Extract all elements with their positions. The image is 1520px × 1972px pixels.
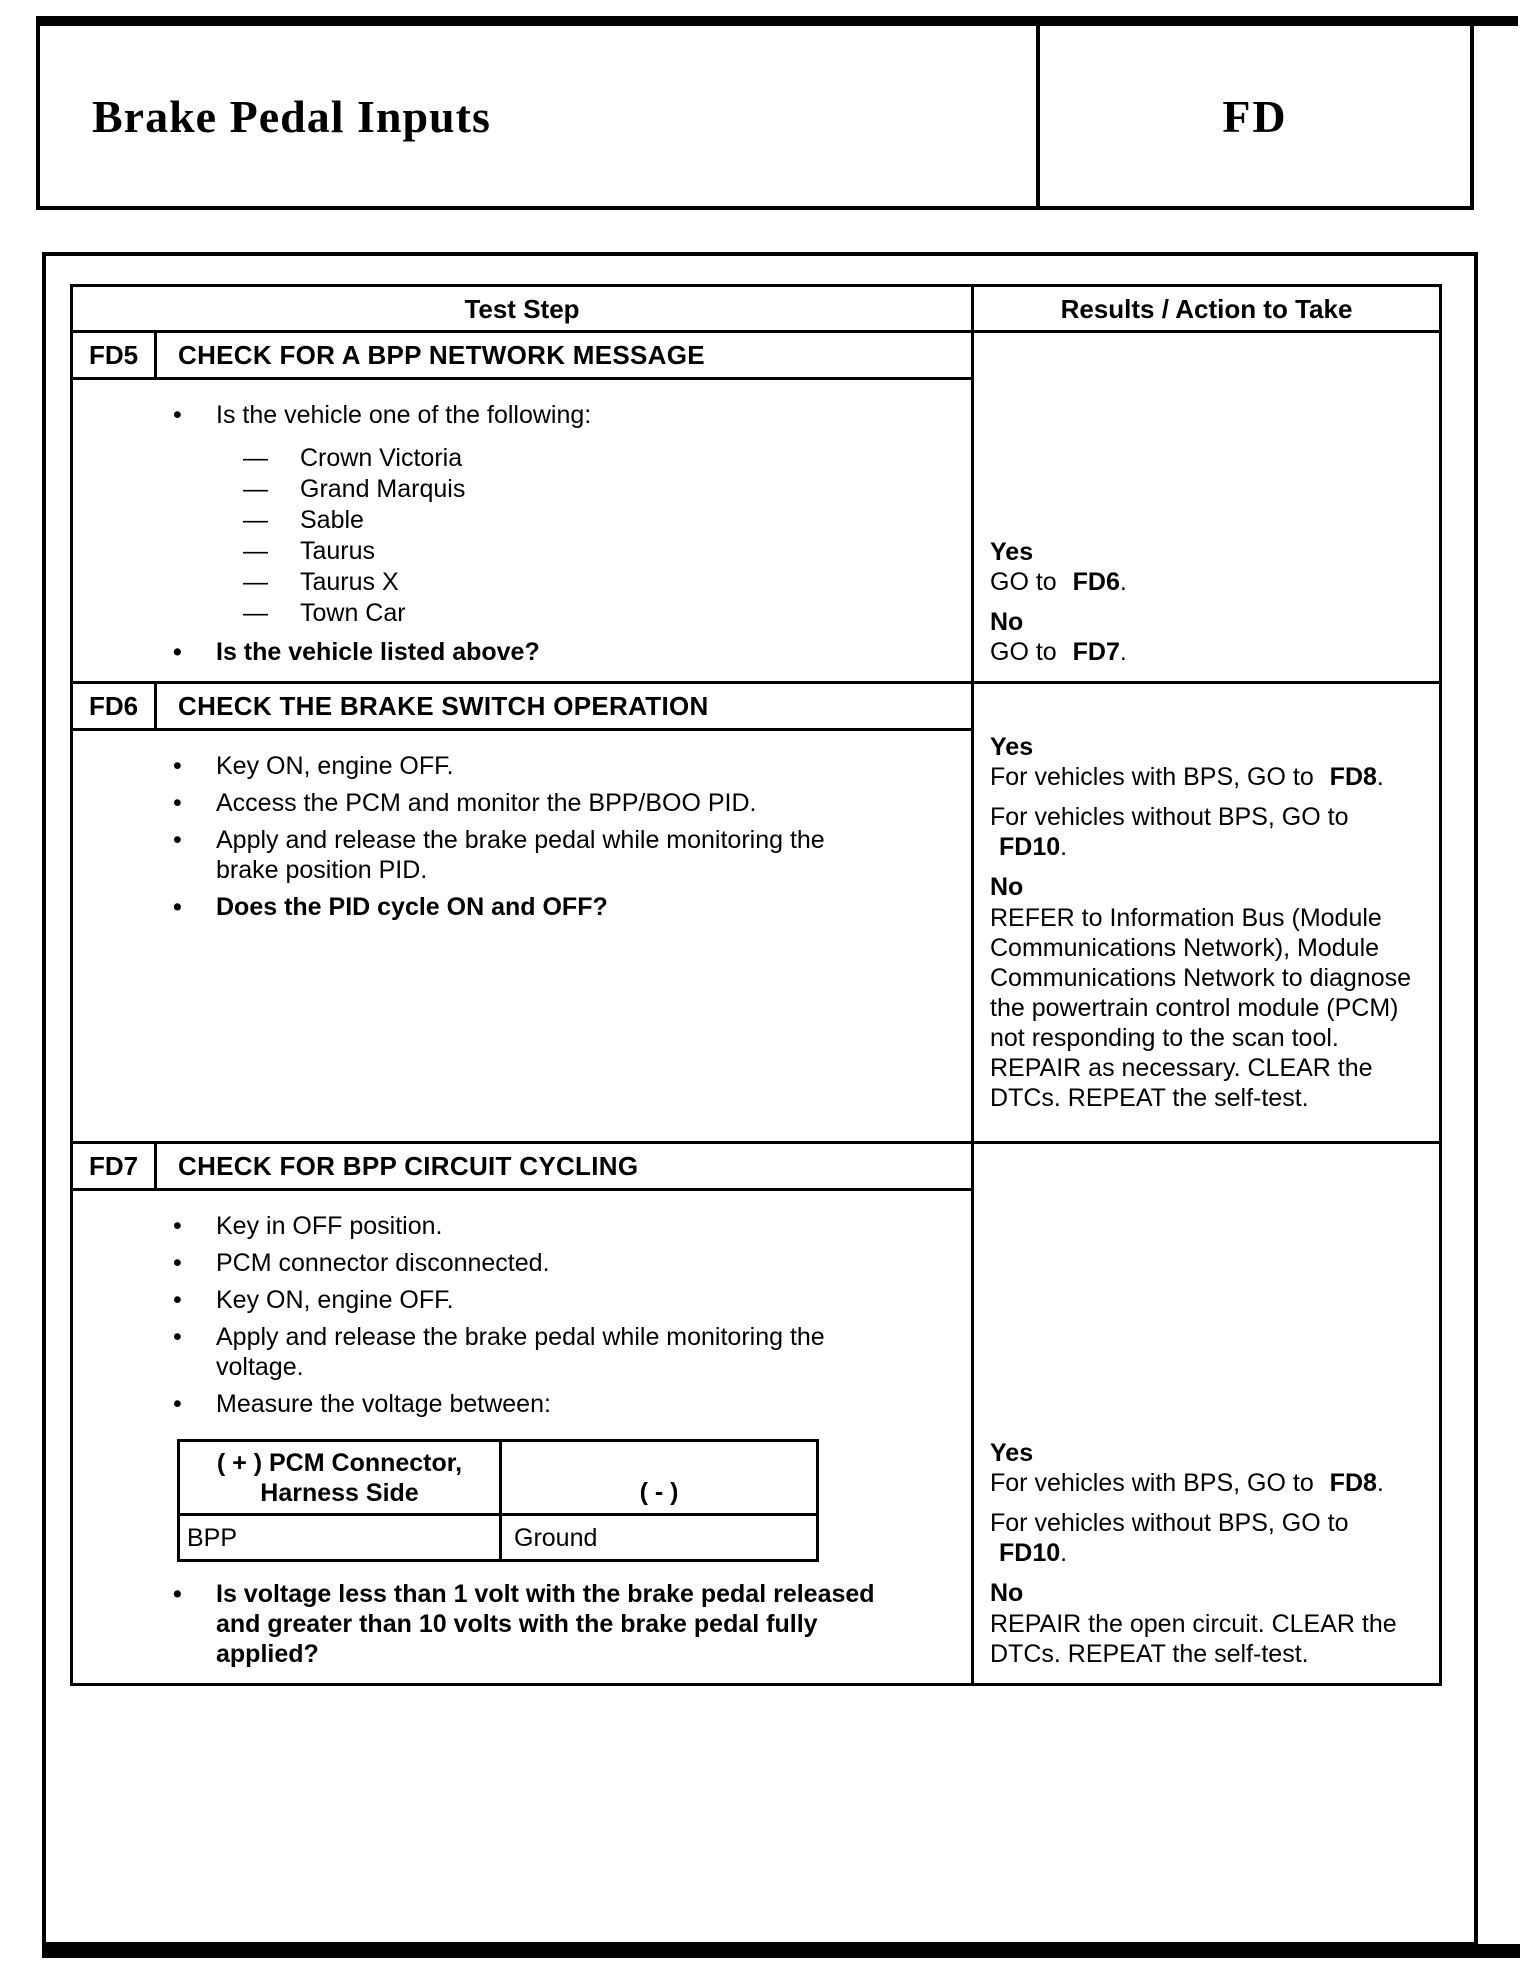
bullet-icon: • [173,638,182,666]
bullet-icon: • [173,1249,182,1277]
result-no-label: No [990,1579,1024,1607]
fd5-vehicle-list [73,443,879,628]
pinpoint-test-table [70,284,1442,1686]
dash-icon: — [243,537,268,565]
list-item [73,1211,879,1241]
result-text: GO to [990,568,1057,596]
vehicle-name: Grand Marquis [300,475,466,503]
result-line [990,802,1413,862]
result-line [990,762,1413,792]
step-text: Is the vehicle one of the following: [216,401,592,429]
fd6-test-step-cell [73,684,974,1141]
result-line [990,1508,1413,1568]
voltage-table [177,1439,819,1562]
dash-icon: — [243,475,268,503]
result-no-label: No [990,608,1024,636]
list-item [73,1322,879,1382]
result-text: For vehicles without BPS, GO to [990,803,1349,831]
result-text: . [1376,1469,1384,1497]
result-text: . [1060,1539,1068,1567]
fd7-results-cell [974,1144,1439,1683]
dash-icon: — [243,599,268,627]
bullet-icon: • [173,752,182,780]
dash-icon: — [243,568,268,596]
result-line [990,567,1413,597]
step-text: Key ON, engine OFF. [216,752,454,780]
fd7-step-title: CHECK FOR BPP CIRCUIT CYCLING [178,1151,639,1181]
page-title: Brake Pedal Inputs [92,90,491,142]
result-ref: FD7 [1072,638,1120,666]
voltage-cell-negative: Ground [514,1523,598,1552]
list-item [73,598,879,628]
bullet-icon: • [173,1390,182,1418]
section-fd6 [73,681,1439,1141]
fd7-step-body [73,1191,971,1683]
list-item [73,1285,879,1315]
result-line [990,637,1413,667]
fd5-step-body [73,380,971,681]
vehicle-name: Town Car [300,599,406,627]
result-line [990,1468,1413,1498]
vehicle-name: Taurus X [300,568,399,596]
voltage-col-positive: ( + ) PCM Connector, Harness Side [180,1442,502,1513]
fd6-step-body [73,731,971,1141]
list-item [73,536,879,566]
fd6-header-strip [73,684,971,731]
fd5-step-title: CHECK FOR A BPP NETWORK MESSAGE [178,340,705,370]
page-header [36,16,1474,210]
page-code-cell [1040,26,1470,206]
list-item [73,788,879,818]
fd5-header-strip [73,333,971,380]
voltage-table-header [180,1442,816,1516]
result-text: For vehicles with BPS, GO to [990,1469,1314,1497]
list-item [73,567,879,597]
list-item [73,1389,879,1419]
top-rule [1470,16,1518,26]
fd6-results-cell [974,684,1439,1141]
result-text: . [1119,568,1127,596]
fd5-step-code: FD5 [73,333,157,377]
result-yes-label: Yes [990,538,1034,566]
list-item [73,443,879,473]
result-yes-label: Yes [990,733,1034,761]
result-text: For vehicles without BPS, GO to [990,1509,1349,1537]
step-text: Is voltage less than 1 volt with the brake pedal released and greater than 10 volts with the brake pedal fully applied? [216,1580,875,1668]
bottom-rule [42,1944,1520,1958]
result-ref: FD8 [1329,763,1377,791]
vehicle-name: Taurus [300,537,376,565]
voltage-cell-positive: BPP [180,1516,502,1559]
result-ref: FD8 [1329,1469,1377,1497]
bullet-icon: • [173,826,182,854]
table-header-row [73,287,1439,333]
table-row [180,1516,816,1559]
fd5-test-step-cell [73,333,974,681]
step-text: Apply and release the brake pedal while monitoring the brake position PID. [216,826,825,884]
step-text: PCM connector disconnected. [216,1249,550,1277]
fd7-header-strip [73,1144,971,1191]
result-yes-label: Yes [990,1439,1034,1467]
step-text: Key in OFF position. [216,1212,443,1240]
vehicle-name: Crown Victoria [300,444,463,472]
bullet-icon: • [173,893,182,921]
fd5-question [73,637,879,667]
fd7-question [73,1579,879,1669]
fd7-step-code: FD7 [73,1144,157,1188]
section-fd5 [73,333,1439,681]
bullet-icon: • [173,1323,182,1351]
list-item [73,1248,879,1278]
result-paragraph: REFER to Information Bus (Module Communications Network), Module Communications Network to diagnose the powertrain control module (PCM) not responding to the scan tool. REPAIR as necessary. CLEAR the DTCs. REPEAT the self-test. [990,904,1412,1112]
fd7-test-step-cell [73,1144,974,1683]
result-ref: FD10 [999,833,1061,861]
step-text: Access the PCM and monitor the BPP/BOO PID. [216,789,757,817]
result-text: . [1119,638,1127,666]
section-fd7 [73,1141,1439,1683]
vehicle-name: Sable [300,506,364,534]
fd6-step-title: CHECK THE BRAKE SWITCH OPERATION [178,691,709,721]
list-item [73,400,879,430]
fd6-step-code: FD6 [73,684,157,728]
bullet-icon: • [173,1286,182,1314]
step-text: Is the vehicle listed above? [216,638,540,666]
result-ref: FD6 [1072,568,1120,596]
fd5-results-cell [974,333,1439,681]
column-header-test-step: Test Step [73,287,974,330]
fd6-question [73,892,879,922]
list-item [73,474,879,504]
result-text: . [1376,763,1384,791]
step-text: Does the PID cycle ON and OFF? [216,893,608,921]
bullet-icon: • [173,789,182,817]
page-code: FD [1222,90,1288,142]
column-header-results: Results / Action to Take [1060,294,1353,324]
dash-icon: — [243,444,268,472]
list-item [73,751,879,781]
result-no-label: No [990,873,1024,901]
bullet-icon: • [173,401,182,429]
result-ref: FD10 [999,1539,1061,1567]
list-item [73,505,879,535]
bullet-icon: • [173,1580,182,1608]
step-text: Key ON, engine OFF. [216,1286,454,1314]
list-item [73,825,879,885]
result-paragraph: REPAIR the open circuit. CLEAR the DTCs. REPEAT the self-test. [990,1610,1397,1668]
result-text: . [1060,833,1068,861]
voltage-col-negative: ( - ) [639,1478,679,1506]
page-title-cell [40,26,1040,206]
bullet-icon: • [173,1212,182,1240]
step-text: Measure the voltage between: [216,1390,551,1418]
step-text: Apply and release the brake pedal while monitoring the voltage. [216,1323,825,1381]
result-text: GO to [990,638,1057,666]
dash-icon: — [243,506,268,534]
result-text: For vehicles with BPS, GO to [990,763,1314,791]
